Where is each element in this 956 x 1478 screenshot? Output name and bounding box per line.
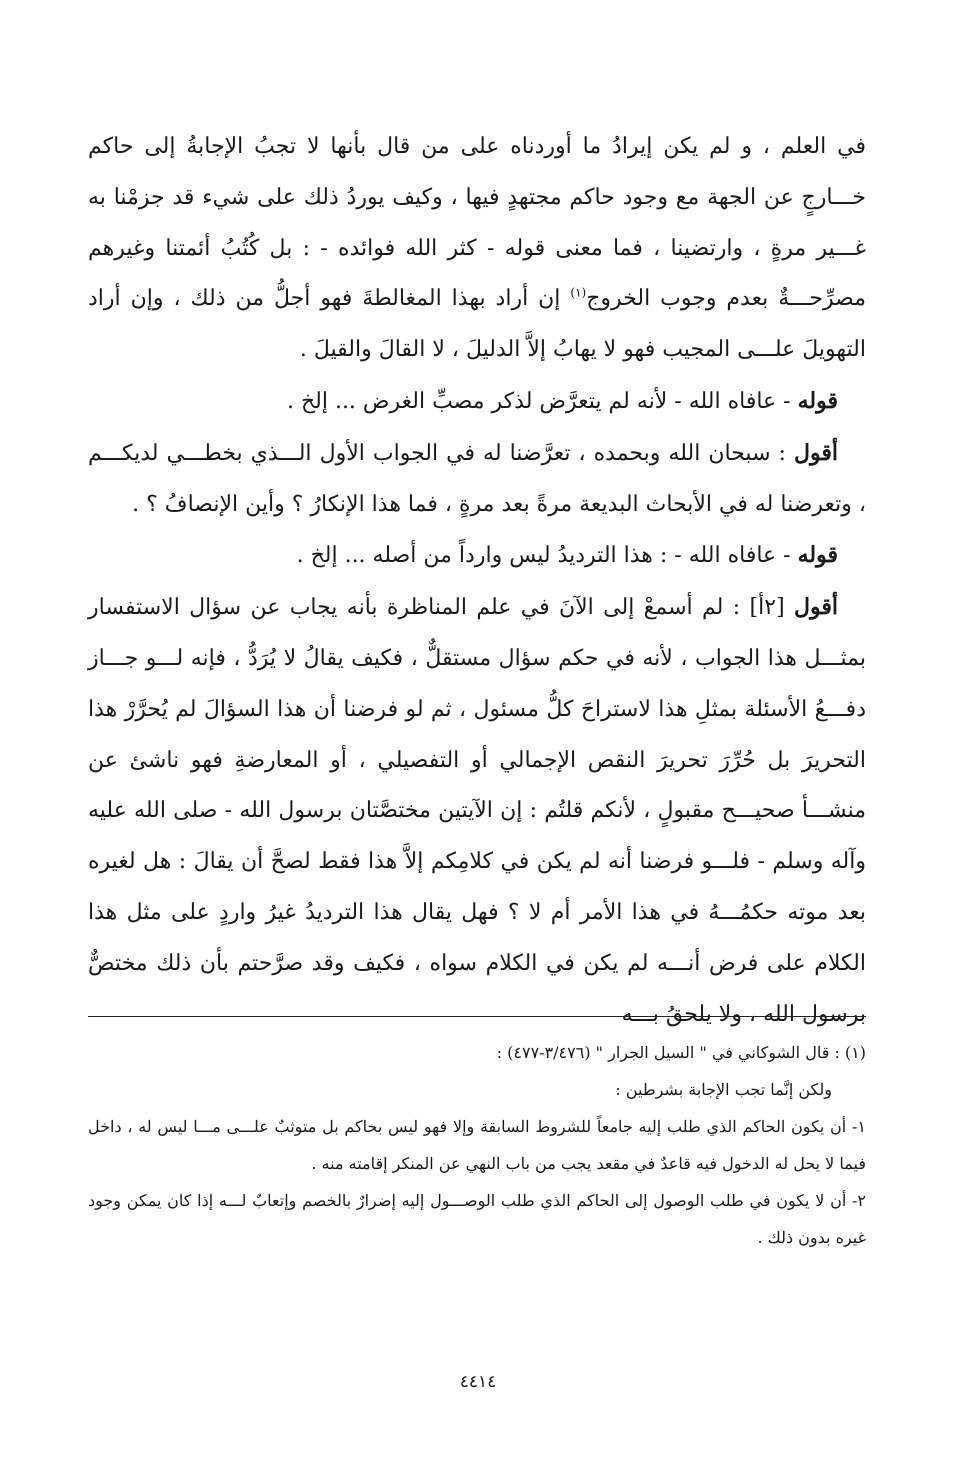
main-text-body [88, 122, 866, 1040]
aqulu-label: أقول [794, 594, 838, 621]
manuscript-page-marker: [٢أ] [740, 595, 795, 621]
paragraph-3 [88, 428, 866, 531]
footnote-1-heading: (١) : قال الشوكاني في " السيل الجرار " (٣/٤٧٦-٤٧٧) : [496, 1043, 866, 1062]
paragraph-1-text: في العلم ، و لم يكن إيرادُ ما أوردناه على من قال بأنها لا تجبُ الإجابةُ إلى حاكم خـــارجٍ عن الجهة مع وجود حاكم مجتهدٍ فيها ، وكيف يوردُ ذلك على شيء قد جزمْنا به غـــير مرةٍ ، وارتضينا ، فما معنى قوله - كثر الله فوائده - : بل كُتُبُ أئمتنا وغيرهم مصرِّحـــةٌ بعدم وجوب الخروج [88, 134, 866, 312]
footnote-1-intro: ولكن إنَّما تجب الإجابة بشرطين : [615, 1080, 832, 1099]
qawluhu-label: قوله [797, 542, 838, 569]
paragraph-1-tail: إن أراد بهذا المغالطةَ فهو أجلُّ من ذلك ، وإن أراد التهويلَ علـــى المجيب فهو لا يهابُ إلاَّ الدليلَ ، لا القالَ والقيلَ . [88, 286, 866, 363]
paragraph-5-text: : لم أسمعْ إلى الآنَ في علم المناظرة بأنه يجاب عن سؤال الاستفسار بمثـــل هذا الجواب ، لأنه في حكم سؤال مستقلٌّ ، فكيف يقالُ لا يُرَدُّ ، فإنه لـــو جـــاز دفـــعُ الأسئلة بمثلِ هذا لاستراحَ كلُّ مسئول ، ثم لو فرضنا أن هذا السؤالَ لم يُحرَّرْ هذا التحريرَ بل حُرِّرَ تحريرَ النقص الإجمالي أو التفصيلي ، أو المعارضةِ فهو ناشئ عن منشـــأ صحيـــح مقبولٍ ، لأنكم قلتُم : إن الآيتين مختصَّتان برسول الله - صلى الله عليه وآله وسلم - فلـــو فرضنا أنه لم يكن في كلامِكم إلاَّ هذا فقط لصحَّ أن يقالَ : هل لغيره بعد موته حكمُـــهُ في هذا الأمر أم لا ؟ فهل يقال هذا الترديدُ غيرُ واردٍ على مثل هذا الكلام على فرض أنـــه لم يكن في الكلام سواه ، فكيف وقد صرَّحتم بأن ذلك مختصٌّ برسول الله ، ولا يلحقُ بـــه [88, 595, 866, 1027]
footnote-1-condition-2: ٢- أن لا يكون في طلب الوصول إلى الحاكم الذي طلب الوصـــول إليه إضرارٌ بالخصم وإتعابٌ لـــه إذا كان يمكن وجود غيره بدون ذلك . [88, 1191, 866, 1247]
paragraph-3-text: : سبحان الله وبحمده ، تعرَّضنا له في الجواب الأول الـــذي بخطـــي لديكـــم ، وتعرضنا له في الأبحاث البديعة مرةً بعد مرةٍ ، فما هذا الإنكارُ ؟ وأين الإنصافُ ؟ . [88, 440, 866, 517]
footnote-1-condition-1: ١- أن يكون الحاكم الذي طلب إليه جامعاً للشروط السابقة وإلا فهو ليس بحاكم بل متوثبٌ علـــى مـــا ليس له ، داخل فيما لا يحل له الدخول فيه قاعدٌ في مقعد يجب من باب النهي عن المنكر إقامته منه . [88, 1117, 866, 1173]
paragraph-4-text: - عافاه الله - : هذا الترديدُ ليس وارداً من أصله ... إلخ . [296, 543, 798, 569]
qawluhu-label: قوله [797, 387, 838, 414]
paragraph-5 [88, 582, 866, 1040]
paragraph-4 [88, 530, 866, 582]
footnote-separator [88, 1016, 866, 1017]
footnote-reference-1[interactable]: (١) [570, 286, 587, 301]
paragraph-1 [88, 122, 866, 376]
footnotes-section [88, 1034, 866, 1256]
paragraph-2 [88, 376, 866, 428]
aqulu-label: أقول [794, 439, 838, 466]
page-number: ٤٤١٤ [459, 1372, 497, 1392]
paragraph-2-text: - عافاه الله - لأنه لم يتعرَّض لذكر مصبِّ الغرض ... إلخ . [286, 388, 798, 414]
